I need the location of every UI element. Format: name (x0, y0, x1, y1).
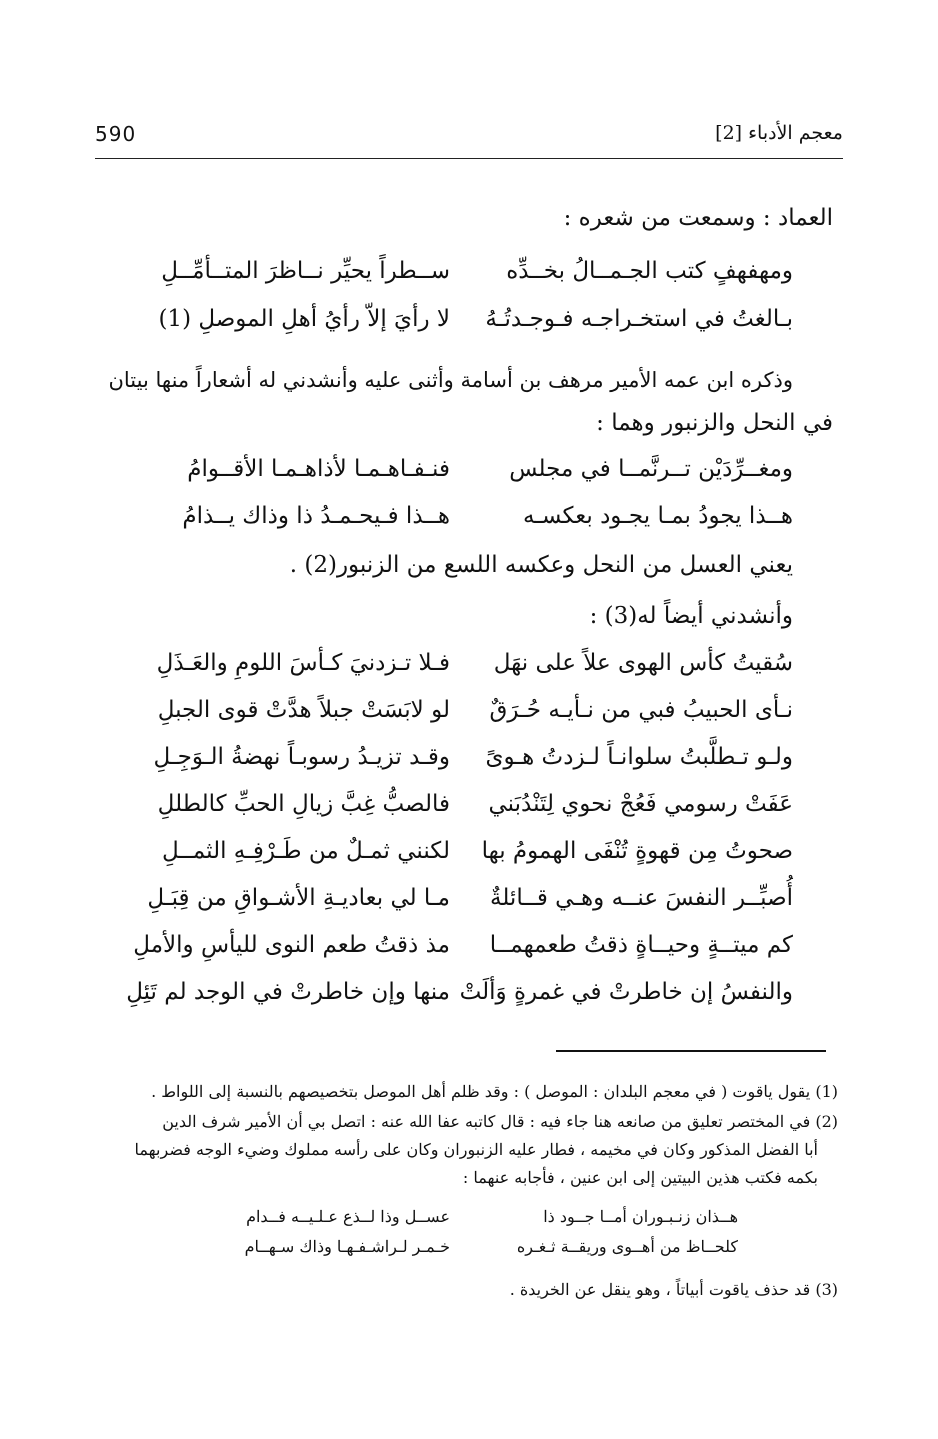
footnote-2-line: (2) في المختصر تعليق من صانعه هنا جاء فيه : قال كاتبه عفا الله عنه : اتصل بي أن الأمير شرف الدين (162, 1112, 838, 1131)
footnote-verse-line (150, 1237, 738, 1261)
footnote-2-line: بكمه فكتب هذين البيتين إلى ابن عنين ، فأجابه عنهما : (462, 1168, 818, 1187)
hemistich-second: عســل وذا لــذع عـلـيــه فــدام (246, 1207, 450, 1226)
verse-line (120, 838, 793, 882)
verse-line (120, 932, 793, 976)
footnote-1: (1) يقول ياقوت ( في معجم البلدان : الموصل ) : وقد ظلم أهل الموصل بتخصيصهم بالنسبة إلى اللواط . (151, 1082, 838, 1101)
page-header (95, 118, 843, 159)
hemistich-first: والنفسُ إن خاطرتْ في غمرةٍ وَألَتْ (459, 979, 793, 1005)
hemistich-first: سُقيتُ كأس الهوى علاً على نهَل (493, 650, 793, 676)
hemistich-first: ومهفهفٍ كتب الجـمــالُ بخــدِّه (506, 258, 793, 284)
footnote-2-line: أبا الفضل المذكور وكان في مخيمه ، فطار عليه الزنبوران وكان على رأسه مملوك وضيء الوجه فضربهما (134, 1140, 818, 1159)
verse-line (120, 744, 793, 788)
hemistich-second: وقـد تزيـدُ رسوبـاً نهضةُ الـوَجِـلِ (153, 744, 450, 770)
verse-line (120, 791, 793, 835)
verse-line (120, 885, 793, 929)
footnote-verse-line (150, 1207, 738, 1231)
paragraph-line: وذكره ابن عمه الأمير مرهف بن أسامة وأثنى عليه وأنشدني له أشعاراً منها بيتان (108, 368, 793, 392)
hemistich-first: صحوتُ مِن قهوةٍ تُنْفَى الهمومُ بها (481, 838, 793, 864)
paragraph-line: وأنشدني أيضاً له(3) : (589, 603, 793, 629)
hemistich-second: لا رأيَ إلاّ رأيُ أهلِ الموصلِ (1) (158, 306, 450, 332)
hemistich-first: هــذان زنـبـوران أمــا جــود ذا (543, 1207, 738, 1226)
hemistich-second: هــذا فـيحـمـدُ ذا وذاك يــذامُ (182, 503, 450, 529)
verse-line (120, 503, 793, 547)
hemistich-first: ومغــرِّدَيْن تــرنَّمــا في مجلس (509, 456, 793, 482)
hemistich-first: نـأى الحبيبُ فبي من نـأيـه حُـرَقٌ (489, 697, 793, 723)
hemistich-first: أُصبِّــر النفسَ عنــه وهـي قــائلةٌ (489, 885, 793, 911)
hemistich-second: مذ ذقتُ طعم النوى لليأسِ والأملِ (133, 932, 450, 958)
verse-line (120, 979, 793, 1023)
verse-line (120, 306, 793, 350)
hemistich-second: منها وإن خاطرتْ في الوجد لم تَئِلِ (126, 979, 450, 1005)
verse-line (120, 697, 793, 741)
paragraph-line: في النحل والزنبور وهما : (596, 410, 833, 436)
hemistich-first: بـالغتُ في استخـراجـه فـوجـدتُـهُ (485, 306, 793, 332)
footnote-3: (3) قد حذف ياقوت أبياتاً ، وهو ينقل عن الخريدة . (509, 1280, 838, 1299)
hemistich-second: لكنني ثمـلٌ من طَـرْفِـهِ الثمــلِ (161, 838, 450, 864)
hemistich-second: ســطراً يحيِّر نــاظرَ المتــأمِّــلِ (161, 258, 450, 284)
verse-line (120, 258, 793, 302)
hemistich-second: فنـفـاهـمـا لأذاهـمـا الأقــوامُ (187, 456, 450, 482)
hemistich-first: كم ميتــةٍ وحيــاةٍ ذقتُ طعمهمــا (489, 932, 793, 958)
hemistich-second: فالصبُّ غِبَّ زيالِ الحبِّ كالطللِ (157, 791, 450, 817)
hemistich-second: مـا لي بعاديـةِ الأشـواقِ من قِبَـلِ (147, 885, 450, 911)
hemistich-second: فـلا تـزدنيَ كـأسَ اللومِ والعَـذَلِ (156, 650, 450, 676)
hemistich-second: لو لابَسَتْ جبلاً هدَّتْ قوى الجبلِ (157, 697, 450, 723)
footnote-separator (556, 1050, 826, 1052)
verse-line (120, 650, 793, 694)
verse-line (120, 456, 793, 500)
hemistich-first: عَفَتْ رسومي فَعُجْ نحوي لِتَنْدُبَني (488, 791, 793, 817)
running-title: معجم الأدباء [2] (715, 122, 843, 144)
hemistich-first: كلحــاظ من أهــوى وريقــة ثـغـره (516, 1237, 738, 1256)
paragraph-line: يعني العسل من النحل وعكسه اللسع من الزنبور(2) . (289, 552, 793, 578)
hemistich-first: ولـو تـطلَّبتُ سلوانـاً لـزدتُ هـوىً (485, 744, 793, 770)
hemistich-second: خـمـر لـراشـفـهـا وذاك سـهــام (244, 1237, 450, 1256)
page-number: 590 (95, 122, 137, 146)
intro-line: العماد : وسمعت من شعره : (563, 205, 833, 231)
hemistich-first: هــذا يجودُ بمـا يجـود بعكسـه (522, 503, 793, 529)
